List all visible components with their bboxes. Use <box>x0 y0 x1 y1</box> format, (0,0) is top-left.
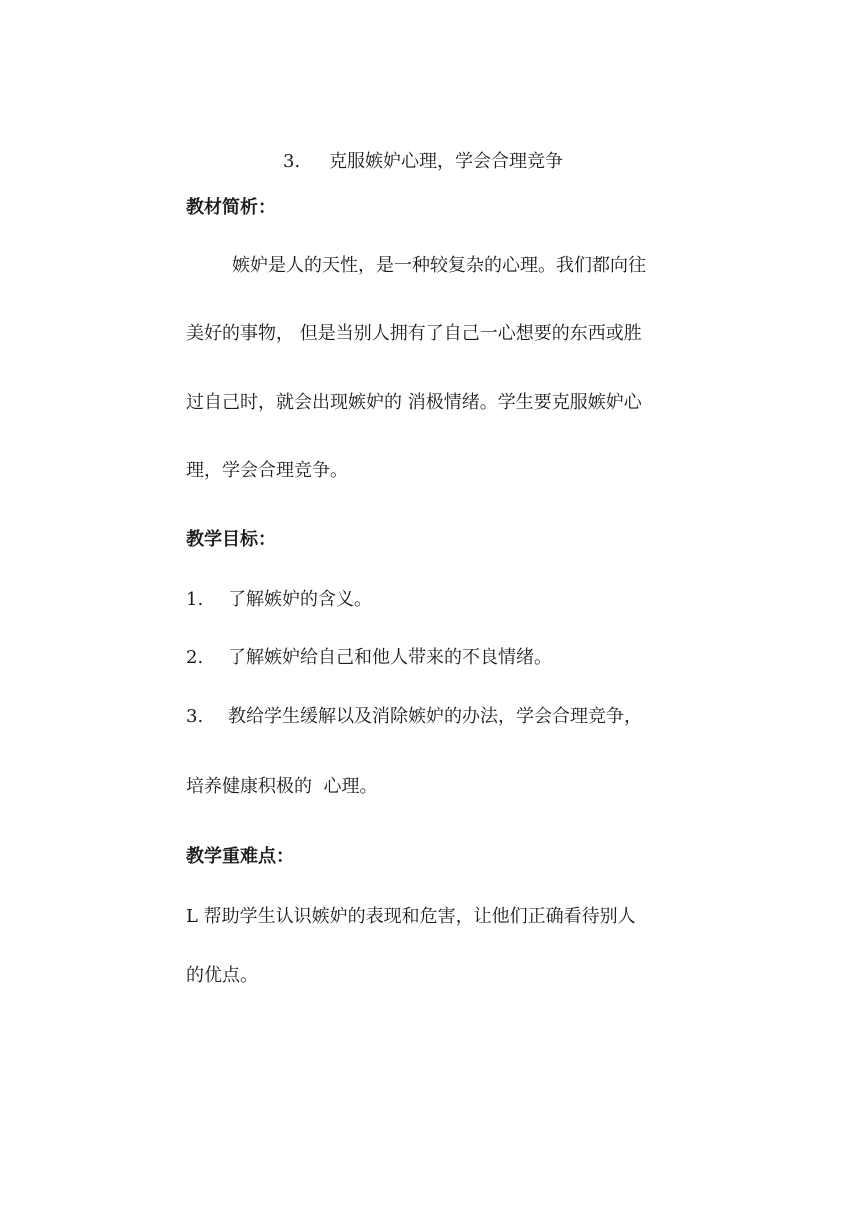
document-title <box>283 150 563 174</box>
analysis-line-2: 美好的事物， 但是当别人拥有了自己一心想要的东西或胜 <box>186 323 642 344</box>
objective-continuation: 培养健康积极的 心理。 <box>186 776 378 797</box>
objective-number: 3. <box>186 706 204 727</box>
objective-item-3 <box>186 705 642 729</box>
objective-item-1 <box>186 588 372 612</box>
objectives-heading: 教学目标： <box>186 529 276 550</box>
analysis-heading: 教材简析： <box>186 197 276 218</box>
title-number: 3. <box>283 151 301 172</box>
analysis-line-3: 过自己时，就会出现嫉妒的 消极情绪。学生要克服嫉妒心 <box>186 392 642 413</box>
objective-text: 教给学生缓解以及消除嫉妒的办法，学会合理竞争， <box>228 706 642 727</box>
objective-text: 了解嫉妒给自己和他人带来的不良情绪。 <box>228 647 552 668</box>
key-points-line-2: 的优点。 <box>186 965 258 986</box>
title-text: 克服嫉妒心理，学会合理竞争 <box>329 151 563 172</box>
objective-number: 1. <box>186 589 204 610</box>
objective-number: 2. <box>186 647 204 668</box>
analysis-line-4: 理，学会合理竞争。 <box>186 460 348 481</box>
key-points-heading: 教学重难点： <box>186 846 294 867</box>
objective-item-2 <box>186 646 552 670</box>
objective-text: 了解嫉妒的含义。 <box>228 589 372 610</box>
analysis-line-1: 嫉妒是人的天性，是一种较复杂的心理。我们都向往 <box>232 255 646 276</box>
key-points-line-1: L 帮助学生认识嫉妒的表现和危害，让他们正确看待别人 <box>186 906 636 927</box>
